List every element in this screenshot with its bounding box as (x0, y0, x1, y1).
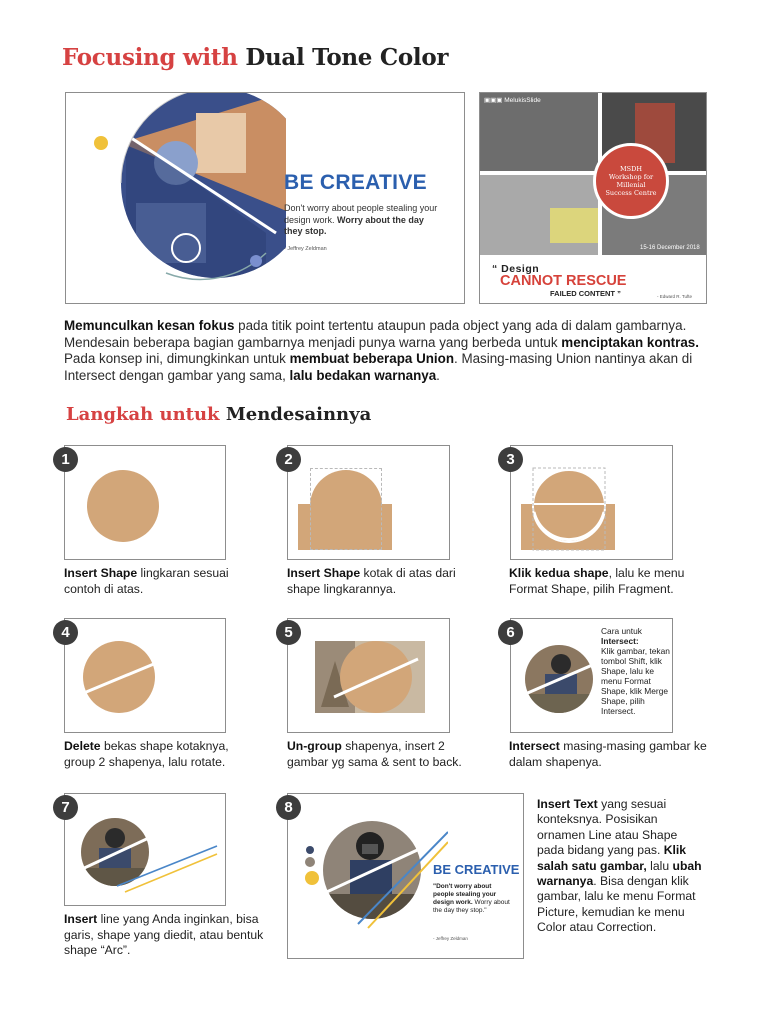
step-1-text: lingkaran sesuai contoh di atas. (64, 566, 229, 596)
hero-left-author: - Jeffrey Zeldman (284, 246, 327, 252)
step-3-fragment (511, 446, 674, 561)
hero-left-graphic (66, 93, 286, 304)
step-1-bold: Insert Shape (64, 566, 138, 580)
step-8-bold-1: Insert Text (537, 797, 598, 811)
step-4-text: bekas shape kotaknya, group 2 shapenya, lalu rotate. (64, 739, 229, 769)
step-8-dot-2 (305, 857, 315, 867)
step-8-text-3: . Bisa dengan klik gambar, lalu ke menu Format Picture, kemudian ke menu Color atau Correction. (537, 874, 696, 935)
step-2-caption (287, 566, 477, 597)
step-4-rotated (65, 619, 227, 734)
step-2-badge: 2 (276, 447, 301, 472)
step-6-caption (509, 739, 709, 770)
subtitle-main: Mendesainnya (225, 404, 372, 425)
step-8-dot-1 (306, 846, 314, 854)
step-3-bold: Klik kedua shape (509, 566, 609, 580)
step-2-bold: Insert Shape (287, 566, 361, 580)
step-8-dot-3 (305, 871, 319, 885)
step-8-heading: BE CREATIVE (433, 862, 520, 877)
hero-left-quote-bold: Worry about the day they stop. (284, 214, 424, 236)
step-4-badge: 4 (53, 620, 78, 645)
step-5-shapes (288, 619, 451, 734)
handle-text: MelukisSlide (504, 97, 541, 104)
hero-right-quote2: CANNOT RESCUE (500, 273, 627, 289)
intro-bold-1: Memunculkan kesan fokus (64, 318, 235, 333)
step-5-bold: Un-group (287, 739, 342, 753)
step-4-bold: Delete (64, 739, 101, 753)
step-2-selection (310, 468, 382, 550)
hero-slide-left (65, 92, 465, 304)
social-icons: ▣▣▣ (484, 97, 505, 104)
intro-paragraph (64, 318, 714, 384)
step-6-note-line3: Klik gambar, tekan tombol Shift, klik Shape, lalu ke menu Format Shape, klik Merge Shape, pilih Intersect. (601, 646, 670, 716)
workshop-badge (593, 143, 669, 219)
step-6-note (601, 626, 673, 716)
step-8-author: - Jeffrey Zeldman (433, 936, 468, 941)
step6-note-line2: Intersect: (601, 636, 639, 646)
step-4-caption (64, 739, 254, 770)
step-8-bold-3: ubah warnanya (537, 858, 702, 889)
hero-right-quote3: FAILED CONTENT ” (550, 289, 621, 298)
workshop-text: MSDH Workshop for Millenial Success Centre (605, 165, 657, 197)
hero-left-heading: BE CREATIVE (284, 171, 427, 194)
step-7-caption (64, 912, 264, 959)
step-7-lines (65, 794, 227, 907)
step-8-badge: 8 (276, 795, 301, 820)
step-8-quote-bold: "Don't worry about people stealing your design work. (433, 883, 497, 906)
intro-text-3: . Masing-masing Union nantinya akan di Intersect dengan gambar yang sama, (64, 351, 693, 383)
hero-right-author: - Edward R. Tufte (657, 294, 693, 299)
step-7-text: line yang Anda inginkan, bisa garis, shape yang diedit, atau bentuk shape “Arc”. (64, 912, 264, 957)
title-main: Dual Tone Color (245, 44, 449, 71)
step-1-caption (64, 566, 249, 597)
hero-left-quote (284, 203, 444, 238)
intro-bold-3: membuat beberapa Union (289, 351, 454, 366)
intro-bold-4: lalu bedakan warnanya (289, 367, 437, 383)
step-8-quote-normal: Worry about the day they stop." (433, 899, 510, 914)
hero-right-quote1: “ Design (492, 263, 540, 275)
step-5-badge: 5 (276, 620, 301, 645)
step-8-text-2: lalu (646, 858, 673, 873)
hero-right-handle (484, 96, 541, 104)
step-8-description (537, 797, 702, 936)
step-8-bold-2: Klik salah satu gambar, (537, 843, 687, 873)
step-6-bold: Intersect (509, 739, 560, 753)
step-8-text-1: yang sesuai konteksnya. Posisikan ornamen Line atau Shape pada bidang yang pas. (537, 797, 678, 858)
step-5-caption (287, 739, 487, 770)
step-2-text: kotak di atas dari shape lingkarannya. (287, 566, 456, 596)
intro-text-1: pada titik point tertentu ataupun pada object yang ada di dalam gambarnya. Mendesain beberapa bagian gambarnya menjadi punya warna yang berbeda untuk (64, 318, 687, 350)
step-1-frame (64, 445, 226, 560)
step-5-frame (287, 618, 450, 733)
hero-right-date: 15-16 December 2018 (640, 245, 700, 251)
step-8-quote (433, 883, 511, 915)
hero-slide-right (479, 92, 707, 304)
title-accent: Focusing with (62, 44, 238, 71)
step-6-intersect (511, 619, 601, 734)
intro-text-4: . (436, 367, 440, 383)
step-8-frame (287, 793, 524, 959)
step-1-circle (87, 470, 159, 542)
step-7-bold: Insert (64, 912, 98, 926)
intro-bold-2: menciptakan kontras. (561, 334, 699, 350)
step-6-text: masing-masing gambar ke dalam shapenya. (509, 739, 707, 769)
step-6-note-line1: Cara untuk (601, 626, 642, 636)
step-7-frame (64, 793, 226, 906)
step-4-frame (64, 618, 226, 733)
dot-yellow (94, 136, 108, 150)
step-3-badge: 3 (498, 447, 523, 472)
step-8-graphic (288, 794, 448, 959)
subtitle-accent: Langkah untuk (66, 404, 220, 425)
section-subtitle (66, 404, 371, 425)
page-title (62, 44, 448, 71)
step-7-badge: 7 (53, 795, 78, 820)
step-2-frame (287, 445, 450, 560)
step-6-badge: 6 (498, 620, 523, 645)
step-6-frame (510, 618, 673, 733)
hero-left-quote-normal: Don't worry about people stealing your design work. (284, 203, 438, 225)
intro-text-2: Pada konsep ini, dimungkinkan untuk (64, 351, 290, 366)
step-3-caption (509, 566, 709, 597)
step-5-text: shapenya, insert 2 gambar yg sama & sent to back. (287, 739, 462, 769)
step-1-badge: 1 (53, 447, 78, 472)
step-3-frame (510, 445, 673, 560)
step-3-text: , lalu ke menu Format Shape, pilih Fragment. (509, 566, 685, 596)
